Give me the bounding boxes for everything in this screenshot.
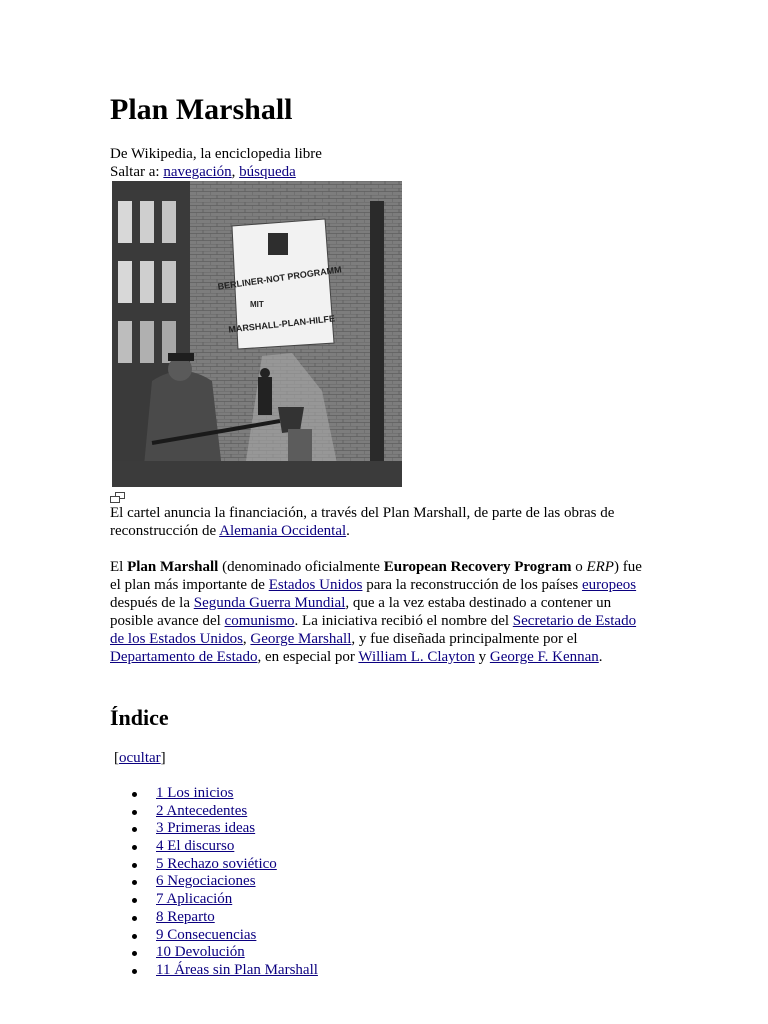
navigation-link[interactable]: navegación: [163, 164, 232, 180]
bullet-icon: [132, 792, 137, 797]
comunismo-link[interactable]: comunismo: [224, 613, 295, 629]
toc-item: [110, 873, 318, 891]
toc-item: [110, 891, 318, 909]
george-marshall-link[interactable]: George Marshall: [250, 631, 352, 647]
toc-link[interactable]: 7 Aplicación: [156, 891, 233, 908]
toc-item: [110, 856, 318, 874]
bullet-icon: [132, 969, 137, 974]
bold-plan-marshall: Plan Marshall: [127, 559, 219, 575]
toc-item: [110, 909, 318, 927]
toc-link[interactable]: 8 Reparto: [156, 908, 215, 925]
toc-item: [110, 927, 318, 945]
toc-link[interactable]: 1 Los inicios: [156, 785, 234, 801]
toc-item: [110, 962, 318, 980]
page-title: Plan Marshall: [110, 93, 293, 126]
bullet-icon: [132, 951, 137, 956]
bullet-icon: [132, 880, 137, 885]
toc-list: [110, 785, 318, 980]
caption-text: El cartel anuncia la financiación, a través del Plan Marshall, de parte de las obras de reconstrucción de: [110, 505, 615, 539]
intro-text: (denominado oficialmente: [218, 559, 384, 575]
toc-link[interactable]: 10 Devolución: [156, 944, 245, 961]
toc-link[interactable]: 2 Antecedentes: [156, 802, 248, 819]
bullet-icon: [132, 845, 137, 850]
search-link[interactable]: búsqueda: [239, 164, 296, 180]
toc-link[interactable]: 3 Primeras ideas: [156, 820, 256, 837]
image-caption: [110, 504, 650, 540]
bold-erp-name: European Recovery Program: [383, 559, 572, 575]
intro-text: , en especial por: [257, 649, 359, 665]
toc-item: [110, 944, 318, 962]
enlarge-icon[interactable]: [110, 492, 126, 504]
toc-link[interactable]: 5 Rechazo soviético: [156, 855, 277, 872]
toc-item: [110, 820, 318, 838]
intro-text: El: [110, 559, 128, 575]
intro-text: para la reconstrucción de los países: [362, 577, 582, 593]
intro-text: , que a la vez estaba destinado a contener un posible avance del: [110, 595, 612, 629]
europeos-link[interactable]: europeos: [581, 577, 637, 593]
bullet-icon: [132, 934, 137, 939]
toc-item: [110, 803, 318, 821]
toc-toggle: [114, 749, 166, 767]
toc-hide-link[interactable]: ocultar: [119, 750, 161, 766]
toc-bracket-open: [: [114, 750, 119, 766]
intro-text: ,: [242, 631, 251, 647]
berlin-poster-photo[interactable]: [112, 181, 402, 487]
intro-text: o: [571, 559, 587, 575]
italic-erp: ERP: [586, 559, 614, 575]
site-tagline: De Wikipedia, la enciclopedia libre: [110, 146, 322, 162]
toc-link[interactable]: 11 Áreas sin Plan Marshall: [156, 961, 318, 978]
intro-text: y: [474, 649, 490, 665]
intro-text: , y fue diseñada principalmente por el: [351, 631, 578, 647]
intro-text: ) fue el plan más importante de: [110, 559, 642, 593]
intro-paragraph: [110, 558, 650, 666]
segunda-guerra-mundial-link[interactable]: Segunda Guerra Mundial: [193, 595, 346, 611]
jump-to-links: [110, 163, 296, 181]
alemania-occidental-link[interactable]: Alemania Occidental: [219, 523, 347, 539]
bullet-icon: [132, 916, 137, 921]
intro-text: .: [598, 649, 603, 665]
toc-item: [110, 838, 318, 856]
bullet-icon: [132, 810, 137, 815]
toc-link[interactable]: 4 El discurso: [156, 838, 235, 855]
toc-heading: Índice: [110, 705, 169, 730]
jump-separator: ,: [231, 164, 240, 180]
estados-unidos-link[interactable]: Estados Unidos: [268, 577, 363, 593]
william-clayton-link[interactable]: William L. Clayton: [358, 649, 475, 665]
poster-text-line3: MARSHALL-PLAN-HILFE: [227, 313, 336, 335]
bullet-icon: [132, 863, 137, 868]
intro-text: . La iniciativa recibió el nombre del: [294, 613, 513, 629]
secretario-de-estado-link[interactable]: Secretario de Estado de los Estados Unidos: [110, 613, 637, 647]
toc-bracket-close: ]: [160, 750, 166, 766]
george-kennan-link[interactable]: George F. Kennan: [489, 649, 599, 665]
toc-link[interactable]: 9 Consecuencias: [156, 926, 257, 943]
caption-period: .: [346, 523, 350, 539]
poster-text-line1: BERLINER-NOT PROGRAMM: [216, 264, 343, 292]
bullet-icon: [132, 827, 137, 832]
departamento-de-estado-link[interactable]: Departamento de Estado: [110, 649, 258, 665]
poster-text-line2: MIT: [250, 300, 264, 309]
toc-item: [110, 785, 318, 803]
toc-link[interactable]: 6 Negociaciones: [156, 873, 256, 890]
jump-to-label: Saltar a:: [110, 164, 164, 180]
bullet-icon: [132, 898, 137, 903]
intro-text: después de la: [110, 595, 194, 611]
